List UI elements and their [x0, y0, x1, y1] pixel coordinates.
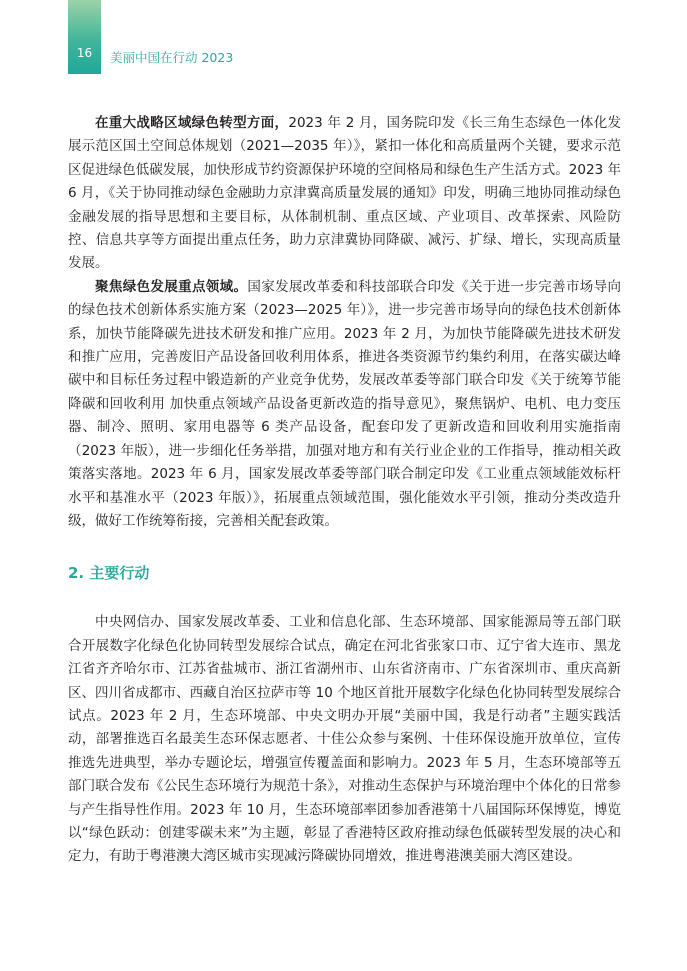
paragraph-lead: 聚焦绿色发展重点领域。	[95, 278, 248, 295]
section-heading: 2. 主要行动	[68, 564, 150, 583]
body-text	[68, 112, 621, 869]
page-number: 16	[76, 46, 93, 60]
paragraph-text: 国家发展改革委和科技部联合印发《关于进一步完善市场导向的绿色技术创新体系实施方案（2023—2025 年）》，进一步完善市场导向的绿色技术创新体系，加快节能降碳先进技术研发和推广应用。2023 年 2 月，为加快节能降碳先进技术研发和推广应用，完善废旧产品设备回收利用体系，推进各类资源节约集约利用，在落实碳达峰碳中和目标任务过程中锻造新的产业竞争优势，发展改革委等部门联合印发《关于统筹节能降碳和回收利用 加快重点领域产品设备更新改造的指导意见》，聚焦锅炉、电机、电力变压器、制冷、照明、家用电器等 6 类产品设备，配套印发了更新改造和回收利用实施指南（2023 年版），进一步细化任务举措，加强对地方和有关行业企业的工作指导，推动相关政策落实落地。2023 年 6 月，国家发展改革委等部门联合制定印发《工业重点领域能效标杆水平和基准水平（2023 年版）》，拓展重点领域范围，强化能效水平引领，推动分类改造升级，做好工作统筹衔接，完善相关配套政策。	[68, 278, 622, 529]
paragraph-regional-transition	[68, 112, 621, 276]
paragraph-text: 2023 年 2 月，国务院印发《长三角生态绿色一体化发展示范区国土空间总体规划（2021—2035 年）》，紧扣一体化和高质量两个关键，要求示范区促进绿色低碳发展，加快形成节约资源保护环境的空间格局和绿色生产生活方式。2023 年 6 月，《关于协同推动绿色金融助力京津冀高质量发展的通知》印发，明确三地协同推动绿色金融发展的指导思想和主要目标，从体制机制、重点区域、产业项目、改革探索、风险防控、信息共享等方面提出重点任务，助力京津冀协同降碳、减污、扩绿、增长，实现高质量发展。	[68, 115, 622, 272]
paragraph-main-actions: 中央网信办、国家发展改革委、工业和信息化部、生态环境部、国家能源局等五部门联合开展数字化绿色化协同转型发展综合试点，确定在河北省张家口市、辽宁省大连市、黑龙江省齐齐哈尔市、江苏省盐城市、浙江省湖州市、山东省济南市、广东省深圳市、重庆高新区、四川省成都市、西藏自治区拉萨市等 10 个地区首批开展数字化绿色化协同转型发展综合试点。2023 年 2 月，生态环境部、中央文明办开展“美丽中国，我是行动者”主题实践活动，部署推选百名最美生态环保志愿者、十佳公众参与案例、十佳环保设施开放单位，宣传推选先进典型，举办专题论坛，增强宣传覆盖面和影响力。2023 年 5 月，生态环境部等五部门联合发布《公民生态环境行为规范十条》，对推动生态保护与环境治理中个体化的日常参与产生指导性作用。2023 年 10 月，生态环境部率团参加香港第十八届国际环保博览，博览以“绿色跃动：创建零碳未来”为主题，彰显了香港特区政府推动绿色低碳转型发展的决心和定力，有助于粤港澳大湾区城市实现减污降碳协同增效，推进粤港澳美丽大湾区建设。	[68, 614, 621, 865]
paragraph-key-areas	[68, 276, 621, 533]
running-title: 美丽中国在行动 2023	[110, 50, 234, 65]
paragraph-lead: 在重大战略区域绿色转型方面，	[95, 115, 289, 131]
page-number-tab	[68, 0, 101, 74]
